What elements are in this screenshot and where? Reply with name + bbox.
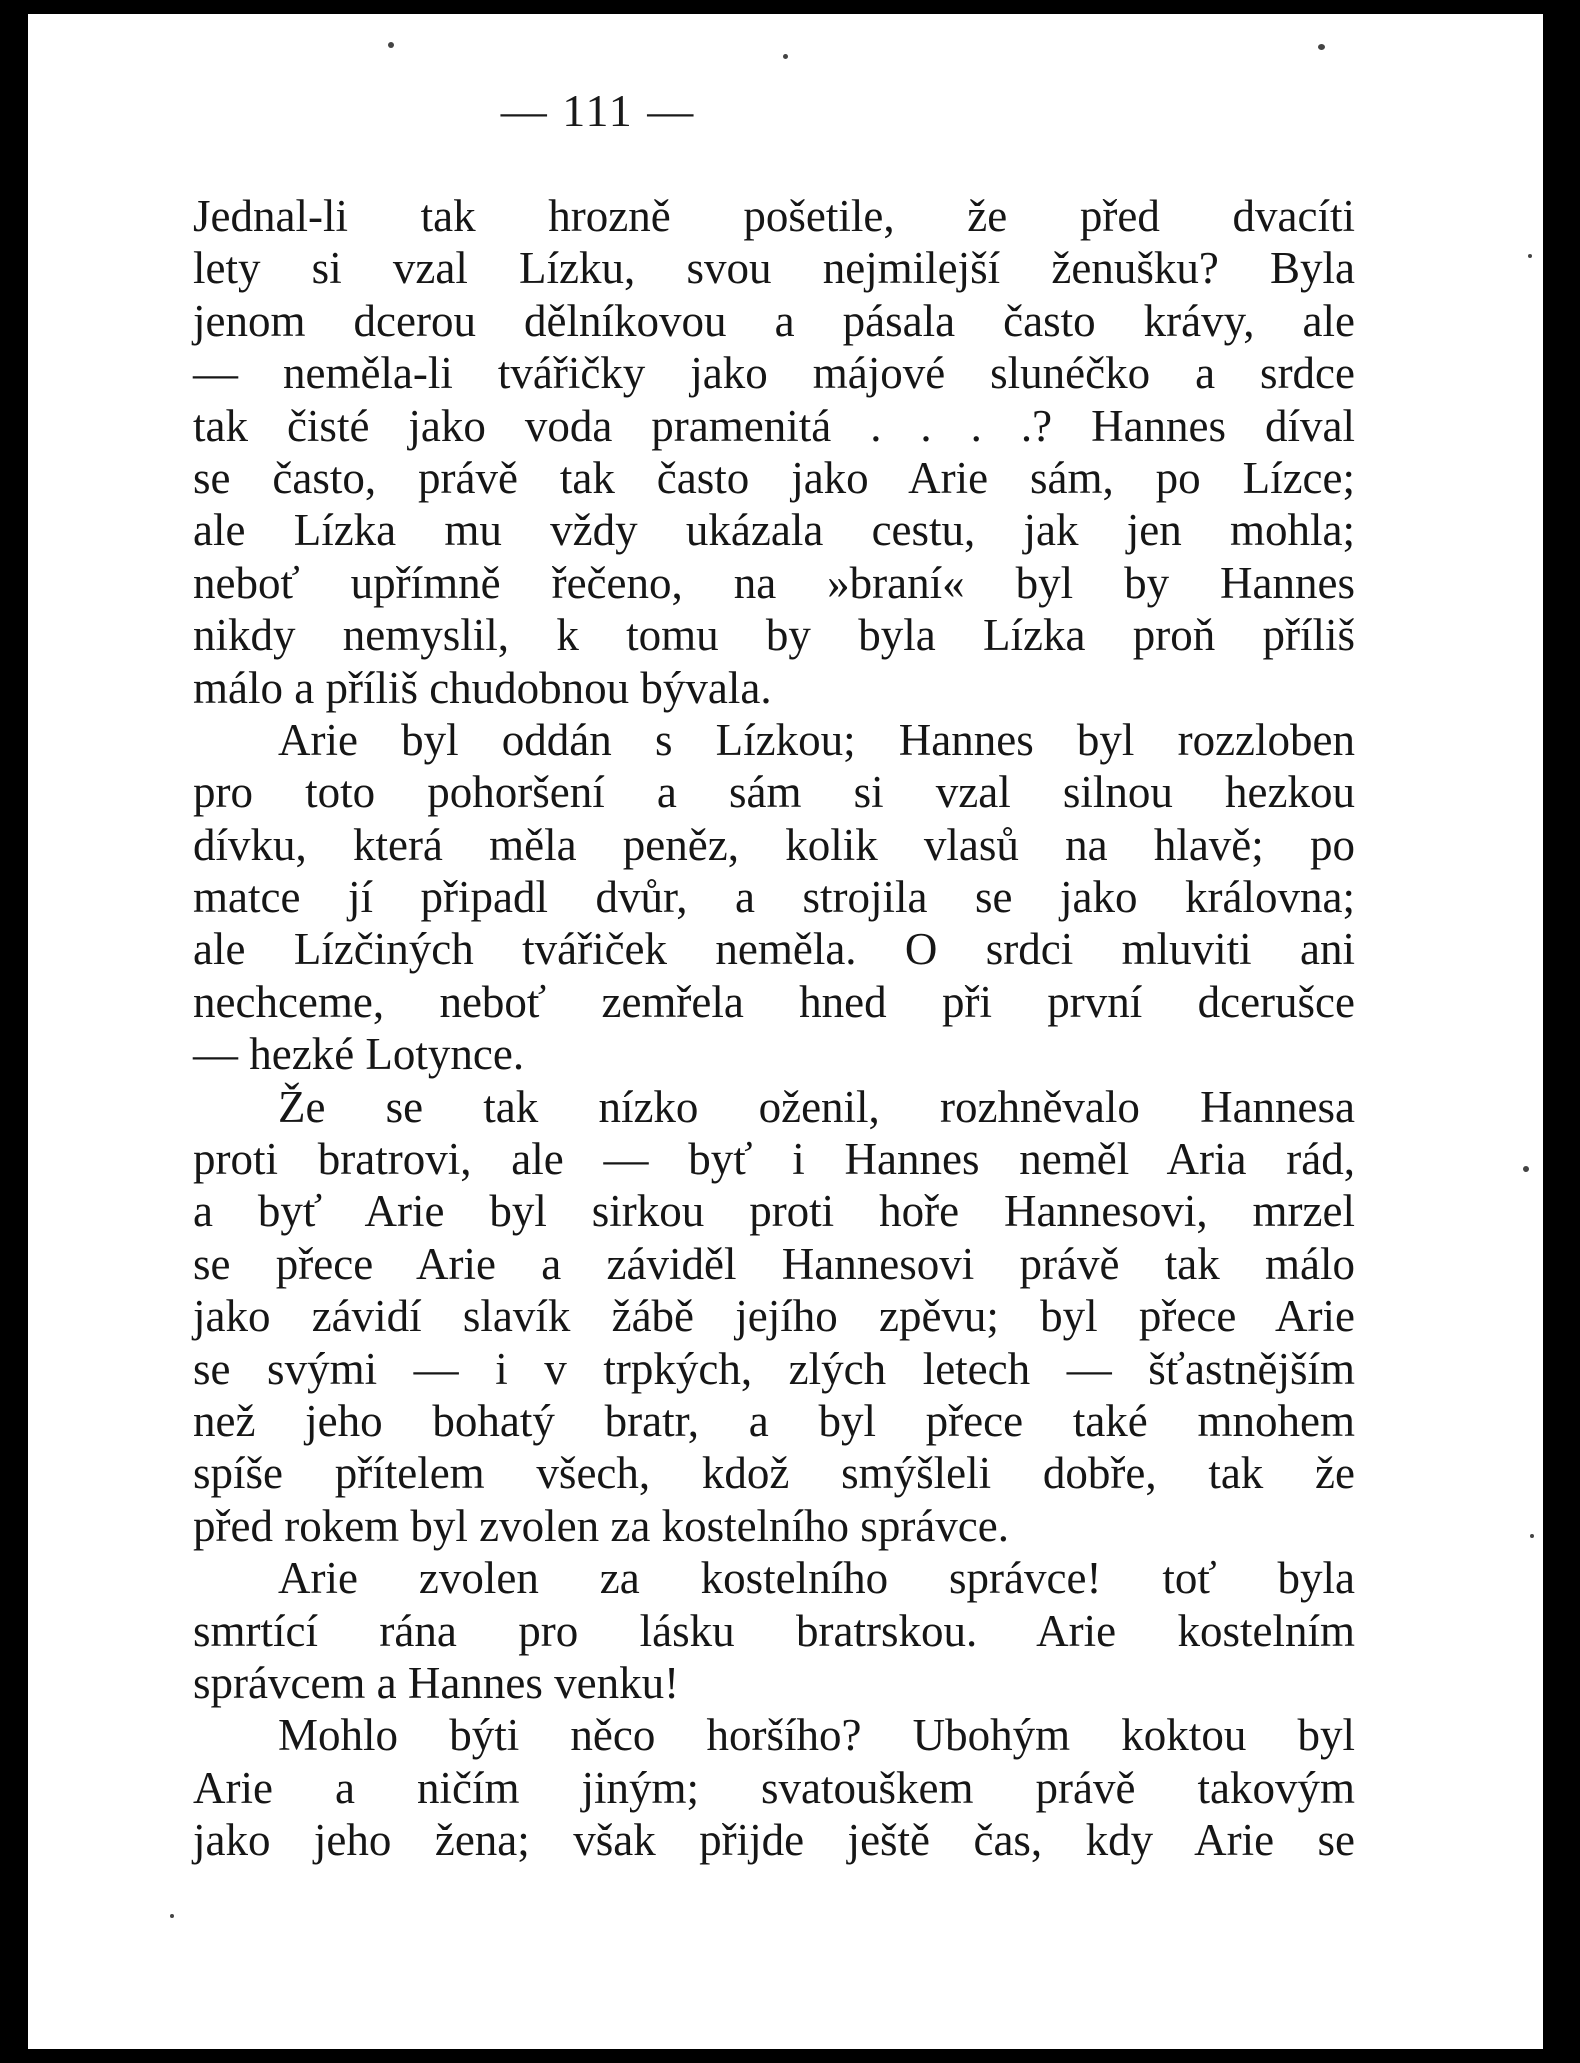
text-line: se svými — i v trpkých, zlých letech — šťastnějším bbox=[193, 1343, 1355, 1394]
text-line: a byť Arie byl sirkou proti hoře Hannesovi, mrzel bbox=[193, 1186, 1355, 1237]
text-line: Mohlo býti něco horšího? Ubohým koktou byl bbox=[278, 1710, 1355, 1761]
text-line: smrtící rána pro lásku bratrskou. Arie kostelním bbox=[193, 1605, 1355, 1656]
text-line: Arie byl oddán s Lízkou; Hannes byl rozzloben bbox=[278, 714, 1355, 765]
text-line: před rokem byl zvolen za kostelního správce. bbox=[193, 1500, 1009, 1551]
text-line: jenom dcerou dělníkovou a pásala často krávy, ale bbox=[193, 295, 1355, 346]
scan-speck bbox=[1530, 1534, 1534, 1538]
scan-speck bbox=[1523, 1166, 1529, 1172]
scan-speck bbox=[170, 1914, 174, 1918]
text-line: Arie a ničím jiným; svatouškem právě takovým bbox=[193, 1762, 1355, 1813]
text-line: nikdy nemyslil, k tomu by byla Lízka proň příliš bbox=[193, 610, 1355, 661]
scan-speck bbox=[1528, 254, 1532, 258]
text-line: lety si vzal Lízku, svou nejmilejší ženušku? Byla bbox=[193, 243, 1355, 294]
text-line: nechceme, neboť zemřela hned při první dcerušce bbox=[193, 976, 1355, 1027]
text-line: Že se tak nízko oženil, rozhněvalo Hannesa bbox=[278, 1081, 1355, 1132]
scan-speck bbox=[1318, 44, 1325, 50]
text-line: — neměla-li tvářičky jako májové slunéčko a srdce bbox=[193, 348, 1355, 399]
text-line: se často, právě tak často jako Arie sám, po Lízce; bbox=[193, 452, 1355, 503]
text-line: matce jí připadl dvůr, a strojila se jako královna; bbox=[193, 872, 1355, 923]
text-line: pro toto pohoršení a sám si vzal silnou hezkou bbox=[193, 767, 1355, 818]
text-line: tak čisté jako voda pramenitá . . . .? Hannes díval bbox=[193, 400, 1355, 451]
text-line: neboť upřímně řečeno, na »braní« byl by Hannes bbox=[193, 557, 1355, 608]
text-line: spíše přítelem všech, kdož smýšleli dobře, tak že bbox=[193, 1448, 1355, 1499]
text-line: se přece Arie a záviděl Hannesovi právě tak málo bbox=[193, 1238, 1355, 1289]
page-number: — 111 — bbox=[500, 85, 696, 136]
book-page bbox=[28, 14, 1543, 2049]
text-line: Jednal-li tak hrozně pošetile, že před dvacíti bbox=[193, 191, 1355, 241]
text-line: jako závidí slavík žábě jejího zpěvu; byl přece Arie bbox=[193, 1291, 1355, 1342]
text-line: proti bratrovi, ale — byť i Hannes neměl Aria rád, bbox=[193, 1134, 1355, 1185]
text-line: jako jeho žena; však přijde ještě čas, kdy Arie se bbox=[193, 1815, 1355, 1866]
text-line: než jeho bohatý bratr, a byl přece také mnohem bbox=[193, 1395, 1355, 1446]
text-line: ale Lízka mu vždy ukázala cestu, jak jen mohla; bbox=[193, 505, 1355, 556]
text-line: málo a příliš chudobnou bývala. bbox=[193, 662, 772, 713]
text-line: správcem a Hannes venku! bbox=[193, 1657, 680, 1708]
body-text bbox=[193, 190, 1355, 1867]
text-line: — hezké Lotynce. bbox=[193, 1029, 525, 1080]
scan-speck bbox=[783, 54, 788, 59]
text-line: dívku, která měla peněz, kolik vlasů na hlavě; po bbox=[193, 819, 1355, 870]
text-line: ale Lízčiných tvářiček neměla. O srdci mluviti ani bbox=[193, 924, 1355, 975]
text-line: Arie zvolen za kostelního správce! toť byla bbox=[278, 1553, 1355, 1604]
scan-speck bbox=[388, 42, 394, 48]
